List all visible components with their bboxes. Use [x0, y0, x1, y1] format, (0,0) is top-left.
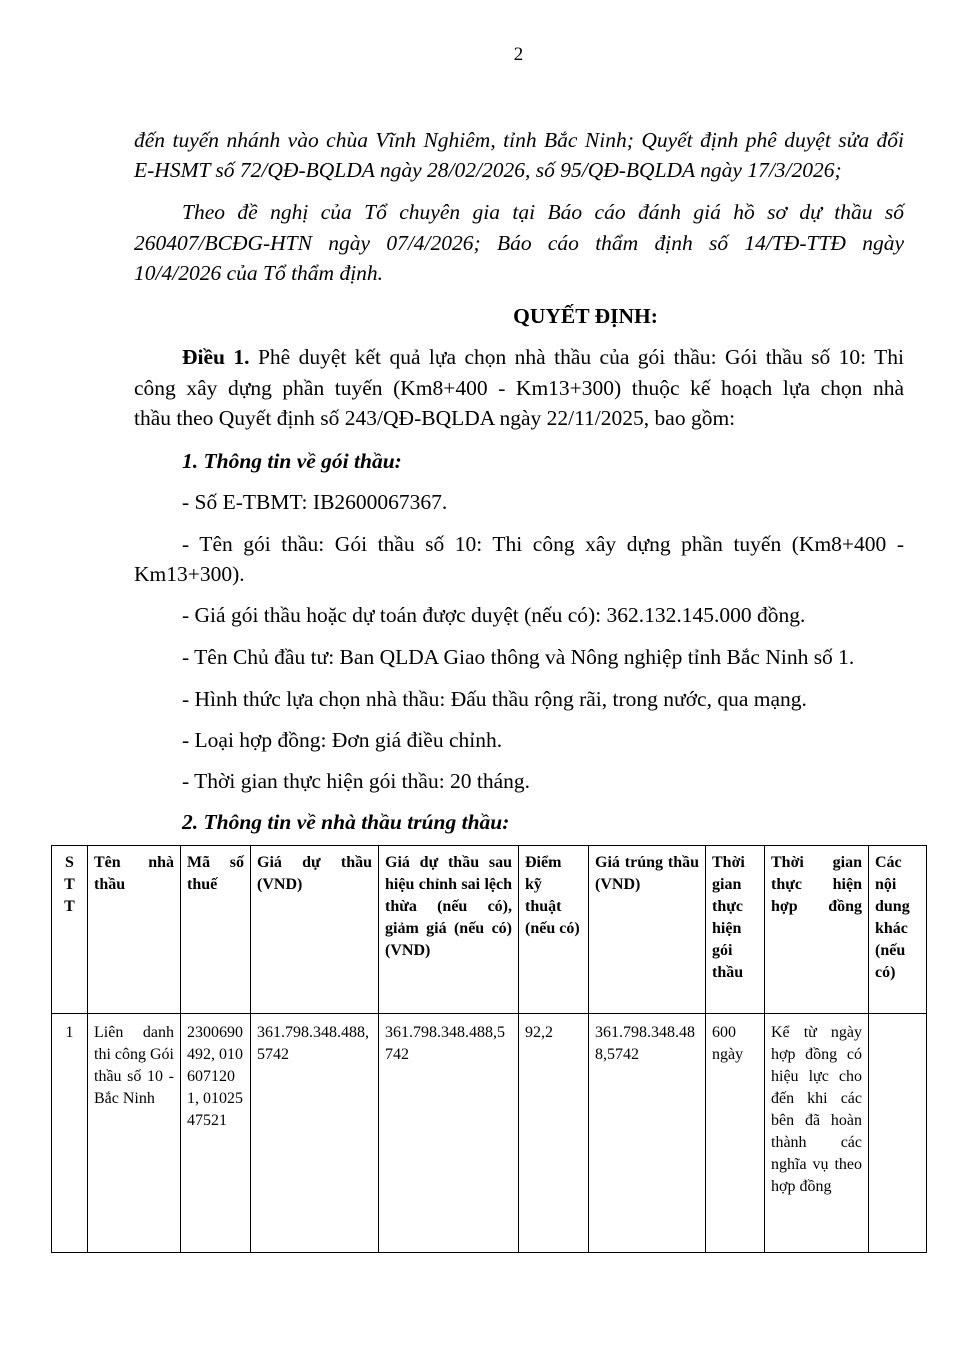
cell-contractor-name: Liên danh thi công Gói thầu số 10 - Bắc Ninh [88, 1014, 181, 1253]
paragraph-line: đến tuyến nhánh vào chùa Vĩnh Nghiêm, tỉnh Bắc Ninh; Quyết định phê duyệt sửa đổi [134, 128, 904, 152]
paragraph-line: E-HSMT số 72/QĐ-BQLDA ngày 28/02/2026, số 95/QĐ-BQLDA ngày 17/3/2026; [134, 158, 842, 182]
header-contractor-name: Tên nhà thầu [88, 846, 181, 1014]
cell-technical-score: 92,2 [519, 1014, 589, 1253]
header-technical-score: Điểm kỹ thuật (nếu có) [519, 846, 589, 1014]
etbmt-line: - Số E-TBMT: IB2600067367. [182, 490, 448, 514]
section-1-title: 1. Thông tin về gói thầu: [182, 449, 402, 473]
header-tax-code: Mã số thuế [181, 846, 251, 1014]
page-number: 2 [513, 44, 524, 65]
winning-contractor-table [51, 845, 927, 1253]
header-stt: S T T [52, 846, 88, 1014]
paragraph-line: 260407/BCĐG-HTN ngày 07/4/2026; Báo cáo thẩm định số 14/TĐ-TTĐ ngày [134, 231, 904, 255]
article-1-label: Điều 1. [182, 345, 250, 369]
package-price-line: - Giá gói thầu hoặc dự toán được duyệt (nếu có): 362.132.145.000 đồng. [182, 603, 806, 627]
decision-heading: QUYẾT ĐỊNH: [513, 304, 658, 328]
cell-stt: 1 [52, 1014, 88, 1253]
cell-package-duration: 600 ngày [706, 1014, 765, 1253]
cell-winning-price: 361.798.348.488,5742 [589, 1014, 706, 1253]
article-1-line-2: công xây dựng phần tuyến (Km8+400 - Km13+300) thuộc kế hoạch lựa chọn nhà [134, 376, 904, 400]
header-bid-price: Giá dự thầu (VND) [251, 846, 379, 1014]
contract-type-line: - Loại hợp đồng: Đơn giá điều chỉnh. [182, 728, 503, 752]
table-header-row [52, 846, 927, 1014]
paragraph-line: Theo đề nghị của Tổ chuyên gia tại Báo cáo đánh giá hồ sơ dự thầu số [182, 200, 904, 224]
paragraph-line: 10/4/2026 của Tổ thẩm định. [134, 261, 384, 285]
duration-line: - Thời gian thực hiện gói thầu: 20 tháng. [182, 769, 531, 793]
table-row [52, 1014, 927, 1253]
selection-method-line: - Hình thức lựa chọn nhà thầu: Đấu thầu rộng rãi, trong nước, qua mạng. [182, 687, 807, 711]
article-1-line-1 [182, 342, 904, 372]
header-other-content: Các nội dung khác (nếu có) [869, 846, 927, 1014]
cell-other-content [869, 1014, 927, 1253]
article-1-line-3: thầu theo Quyết định số 243/QĐ-BQLDA ngày 22/11/2025, bao gồm: [134, 406, 736, 430]
package-name-line-1: - Tên gói thầu: Gói thầu số 10: Thi công xây dựng phần tuyến (Km8+400 - [182, 532, 904, 556]
header-winning-price: Giá trúng thầu (VND) [589, 846, 706, 1014]
investor-line: - Tên Chủ đầu tư: Ban QLDA Giao thông và Nông nghiệp tỉnh Bắc Ninh số 1. [182, 645, 855, 669]
header-contract-duration: Thời gian thực hiện hợp đồng [765, 846, 869, 1014]
cell-tax-code: 2300690492, 0106071201, 0102547521 [181, 1014, 251, 1253]
package-name-line-2: Km13+300). [134, 562, 245, 586]
header-adjusted-bid-price: Giá dự thầu sau hiệu chỉnh sai lệch thừa (nếu có), giảm giá (nếu có) (VND) [379, 846, 519, 1014]
cell-bid-price: 361.798.348.488,5742 [251, 1014, 379, 1253]
article-1-text: Phê duyệt kết quả lựa chọn nhà thầu của gói thầu: Gói thầu số 10: Thi [257, 345, 904, 369]
section-2-title: 2. Thông tin về nhà thầu trúng thầu: [182, 810, 510, 834]
header-package-duration: Thời gian thực hiện gói thầu [706, 846, 765, 1014]
cell-adjusted-bid-price: 361.798.348.488,5742 [379, 1014, 519, 1253]
cell-contract-duration: Kể từ ngày hợp đồng có hiệu lực cho đến khi các bên đã hoàn thành các nghĩa vụ theo hợp đồng [765, 1014, 869, 1253]
